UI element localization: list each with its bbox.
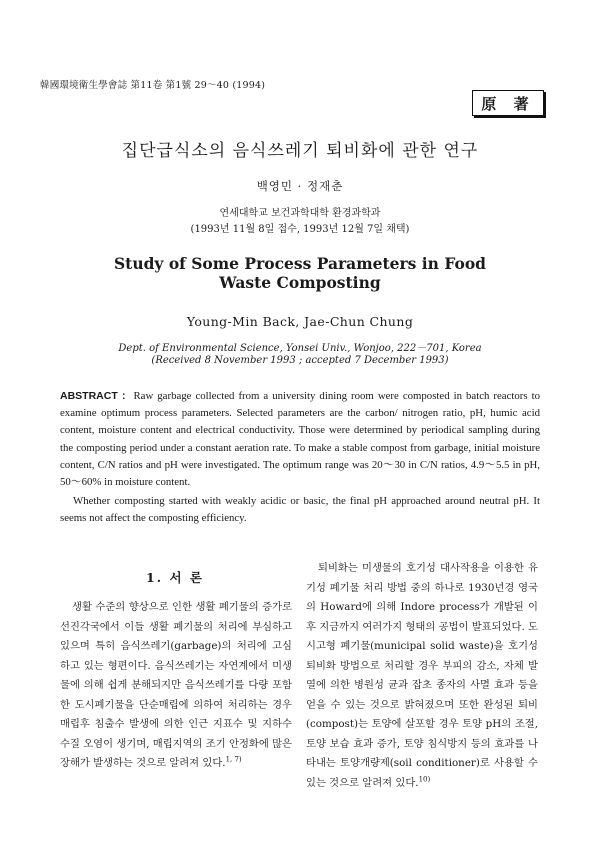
section-heading: 1. 서 론 (146, 570, 204, 585)
abstract-label: ABSTRACT : (60, 390, 126, 402)
english-authors: Young-Min Back, Jae-Chun Chung (186, 314, 414, 329)
english-title-line-2: Waste Composting (219, 273, 381, 292)
body-paragraph (60, 598, 292, 774)
received-dates: (Received 8 November 1993 ; accepted 7 December 1993) (151, 355, 449, 366)
abstract-paragraph-1 (60, 388, 540, 491)
reference-marker: 10) (418, 775, 431, 784)
korean-dates: (1993년 11월 8일 접수, 1993년 12월 7일 채택) (190, 224, 410, 235)
body-text: 생활 수준의 향상으로 인한 생활 폐기물의 증가로 선진각국에서 이들 생활 폐기물의 처리에 부심하고 있으며 특히 음식쓰레기(garbage)의 처리에 고심하고 있는 형편이다. 음식쓰레기는 자연계에서 미생물에 의해 쉽게 분해되지만 음식쓰레기를 다량 포함한 도시폐기물을 단순매립에 의하여 처리하는 경우 매립후 침출수 발생에 의한 인근 지표수 및 지하수 수질 오염이 생기며, 매립지역의 조기 안정화에 많은 장해가 발생하는 것으로 알려져 있다. (60, 601, 292, 769)
abstract-text-1: Raw garbage collected from a university dining room were composted in batch reactors to examine optimum process parameters. Selected parameters are the carbon/ nitrogen ratio, pH, humic acid content, moisture content and electrical conductivity. Those were determined by periodical sampling during the composting period under a constant aeration rate. To make a stable compost from garbage, initial moisture content, C/N ratios and pH were investigated. The optimum range was 20～30 in C/N ratios, 4.9～5.5 in pH, 50～60% in moisture content. (60, 390, 540, 489)
korean-title: 집단급식소의 음식쓰레기 퇴비화에 관한 연구 (121, 141, 479, 161)
article-type-badge: 原 著 (472, 90, 544, 116)
abstract (60, 388, 540, 528)
korean-authors: 백영민 · 정재춘 (256, 179, 344, 193)
english-title-line-1: Study of Some Process Parameters in Food (113, 254, 487, 273)
english-title (0, 254, 600, 292)
body-text: 퇴비화는 미생물의 호기성 대사작용을 이용한 유기성 폐기물 처리 방법 중의 하나로 1930년경 영국의 Howard에 의해 Indore process가 개발된 이후 지금까지 여러가지 형태의 공법이 발표되었다. 도시고형 폐기물(municipal solid waste)을 호기성 퇴비화 방법으로 처리할 경우 부피의 감소, 자체 발열에 의한 병원성 균과 잡초 종자의 사멸 효과 등을 얻을 수 있는 것으로 밝혀졌으며 또한 완성된 퇴비(compost)는 토양에 살포할 경우 토양 pH의 조절, 토양 보습 효과 증가, 토양 침식방지 등의 효과를 나타내는 토양개량제(soil conditioner)로 사용할 수 있는 것으로 알려져 있다. (306, 562, 538, 789)
body-column-right (306, 559, 538, 793)
abstract-paragraph-2: Whether composting started with weakly acidic or basic, the final pH approached around neutral pH. It seems not affect the composting efficiency. (60, 495, 540, 525)
body-paragraph (306, 559, 538, 793)
journal-citation: 韓國環境衛生學會誌 第11卷 第1號 29～40 (1994) (40, 80, 266, 91)
korean-affiliation: 연세대학교 보건과학대학 환경과학과 (219, 208, 381, 219)
reference-marker: 1, 7) (225, 755, 242, 764)
body-column-left (60, 598, 292, 774)
department: Dept. of Environmental Science, Yonsei Univ., Wonjoo, 222－701, Korea (118, 343, 482, 354)
